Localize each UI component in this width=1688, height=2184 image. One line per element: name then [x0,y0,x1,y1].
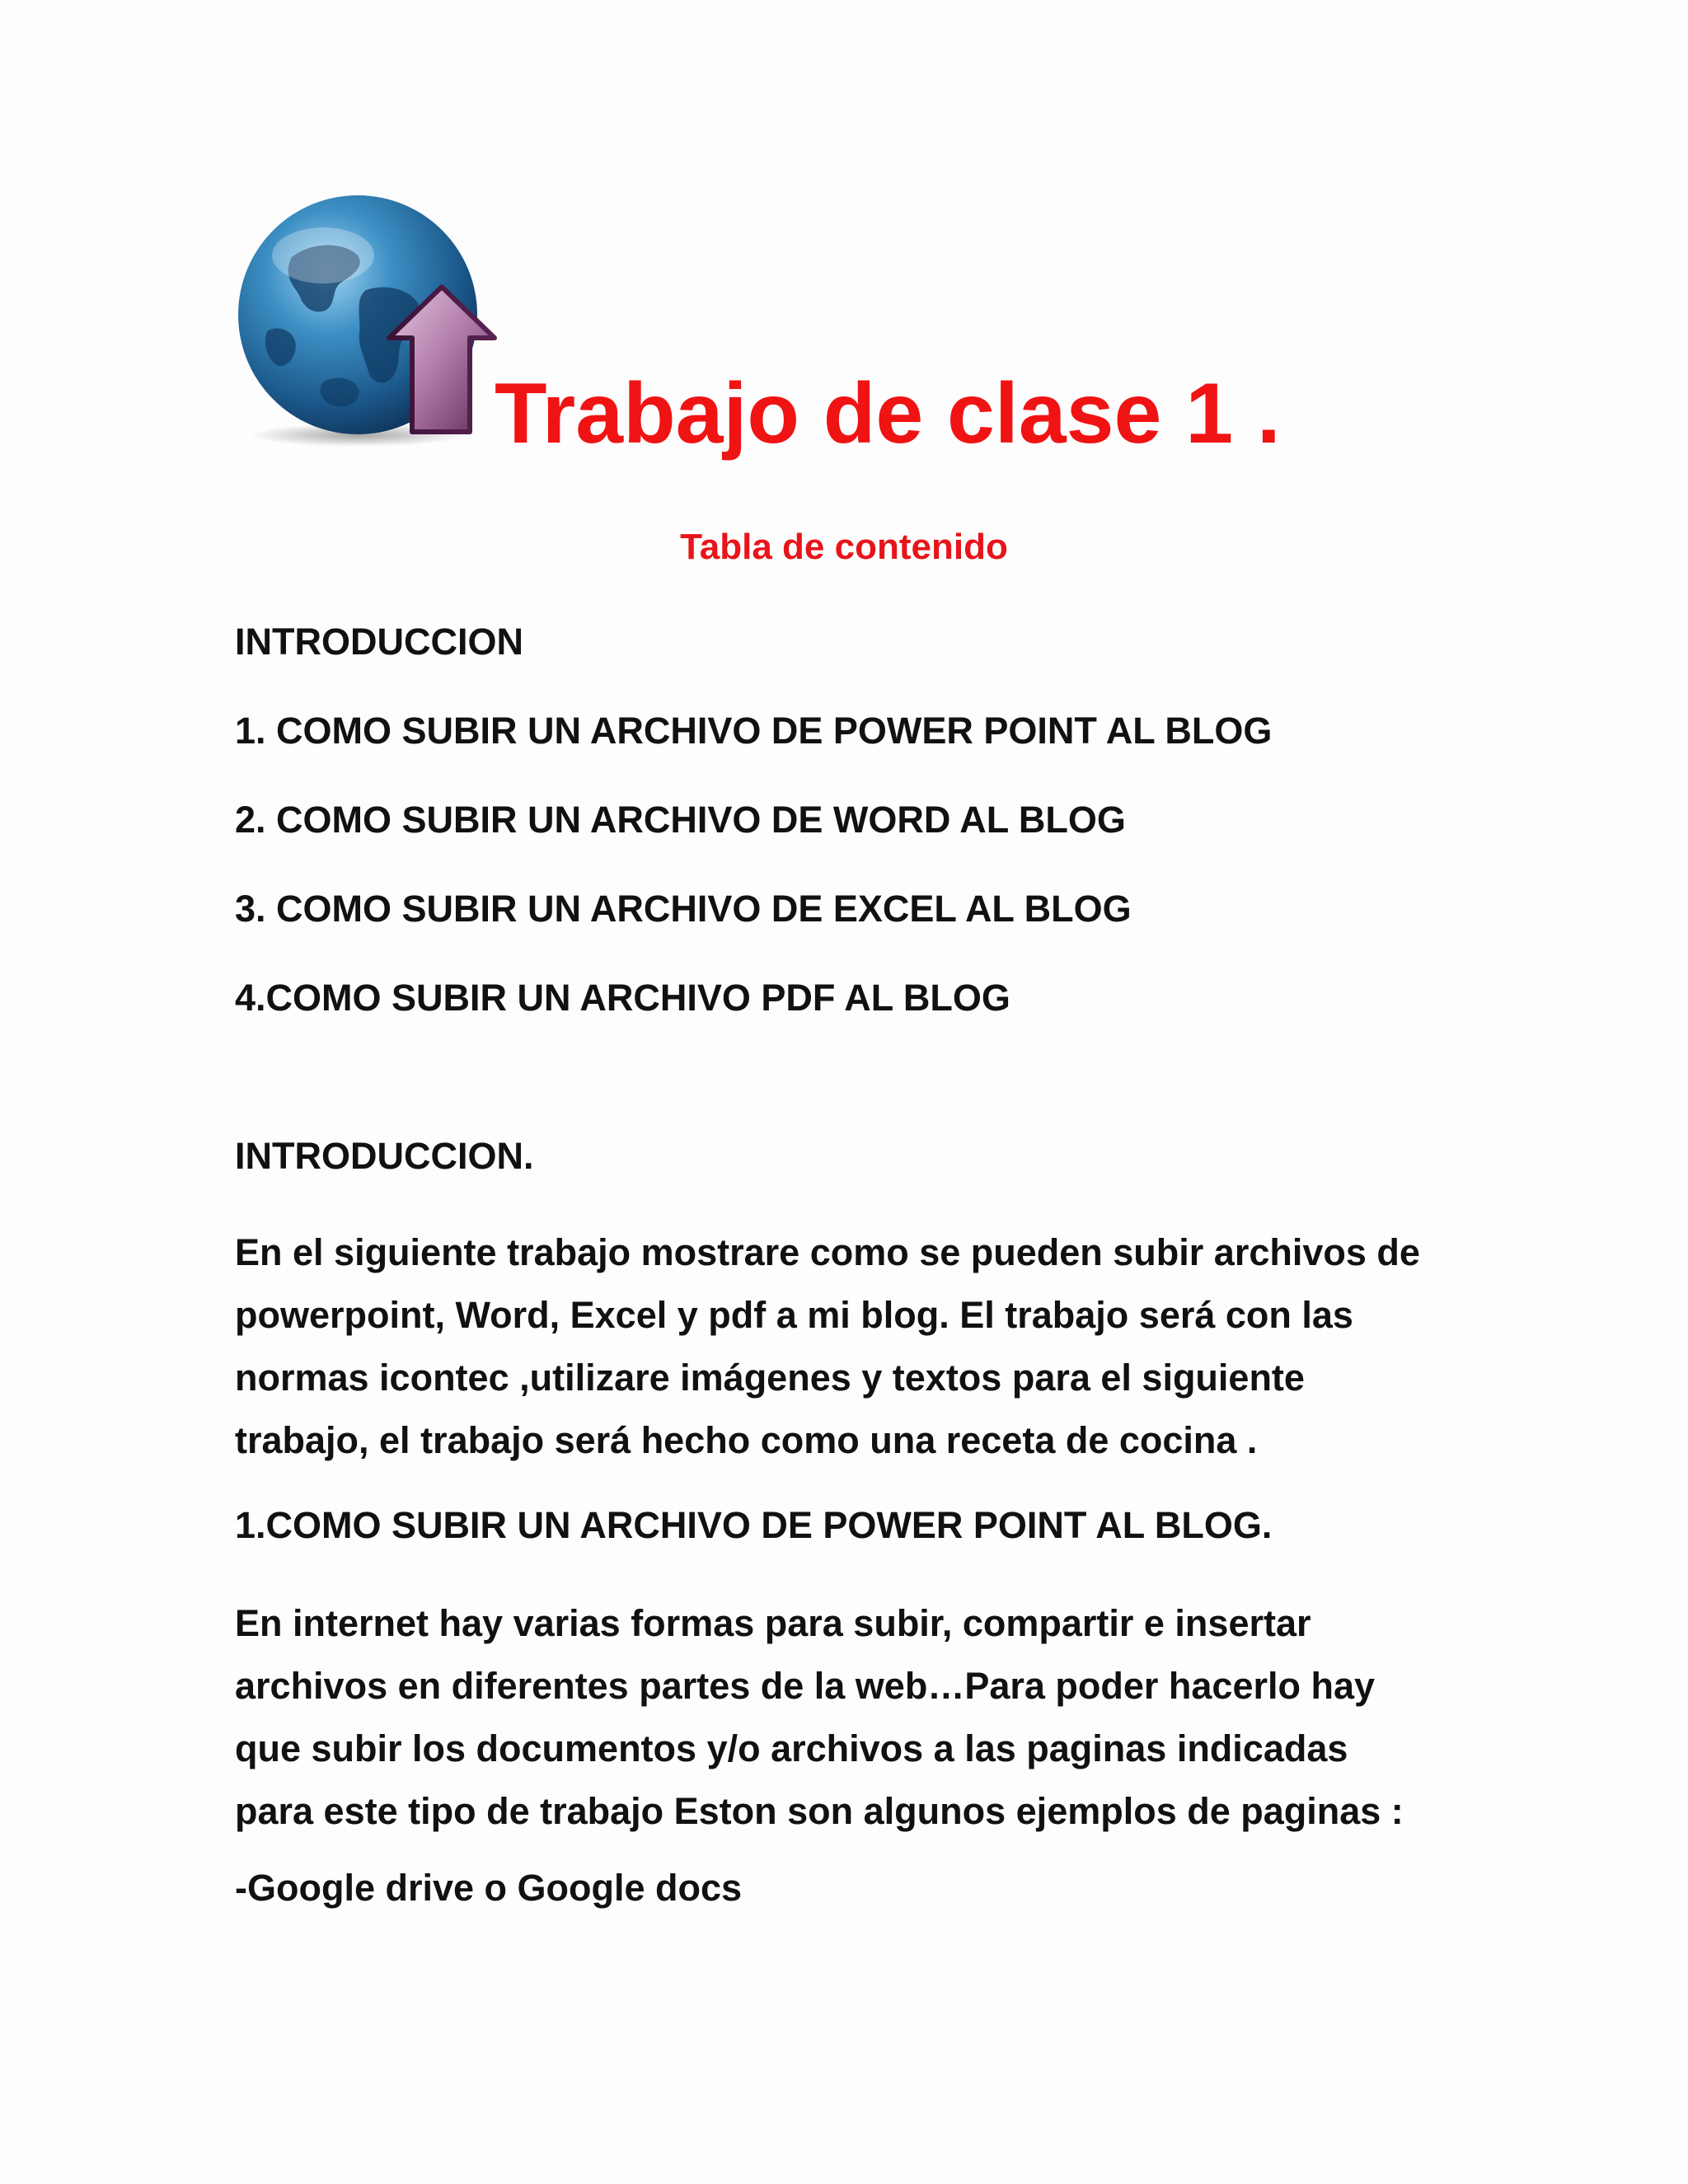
paragraph-line: powerpoint, Word, Excel y pdf a mi blog. El trabajo será con las [235,1294,1353,1336]
paragraph-line: trabajo, el trabajo será hecho como una receta de cocina . [235,1419,1258,1461]
paragraph-line: que subir los documentos y/o archivos a las paginas indicadas [235,1727,1348,1769]
introduccion-paragraph [235,1221,1504,1472]
table-of-contents [235,623,1272,1068]
paragraph-line: para este tipo de trabajo Eston son algunos ejemplos de paginas : [235,1790,1404,1832]
section-heading-introduccion: INTRODUCCION. [235,1135,534,1177]
toc-item-pdf: 4.COMO SUBIR UN ARCHIVO PDF AL BLOG [235,977,1010,1019]
toc-item-introduccion: INTRODUCCION [235,621,523,663]
paragraph-line: En el siguiente trabajo mostrare como se pueden subir archivos de [235,1231,1420,1273]
document-title: Trabajo de clase 1 . [495,366,1281,462]
toc-item-word: 2. COMO SUBIR UN ARCHIVO DE WORD AL BLOG [235,799,1126,841]
power-point-paragraph [235,1592,1504,1843]
paragraph-line: normas icontec ,utilizare imágenes y textos para el siguiente [235,1357,1305,1399]
toc-heading: Tabla de contenido [680,527,1008,567]
paragraph-line: En internet hay varias formas para subir, compartir e insertar [235,1602,1311,1644]
paragraph-line: archivos en diferentes partes de la web…Para poder hacerlo hay [235,1665,1376,1707]
globe-upload-icon [234,191,498,455]
toc-item-power-point: 1. COMO SUBIR UN ARCHIVO DE POWER POINT AL BLOG [235,710,1273,752]
toc-item-excel: 3. COMO SUBIR UN ARCHIVO DE EXCEL AL BLOG [235,888,1132,930]
section-heading-power-point: 1.COMO SUBIR UN ARCHIVO DE POWER POINT AL BLOG. [235,1504,1273,1546]
list-item: -Google drive o Google docs [235,1867,743,1909]
